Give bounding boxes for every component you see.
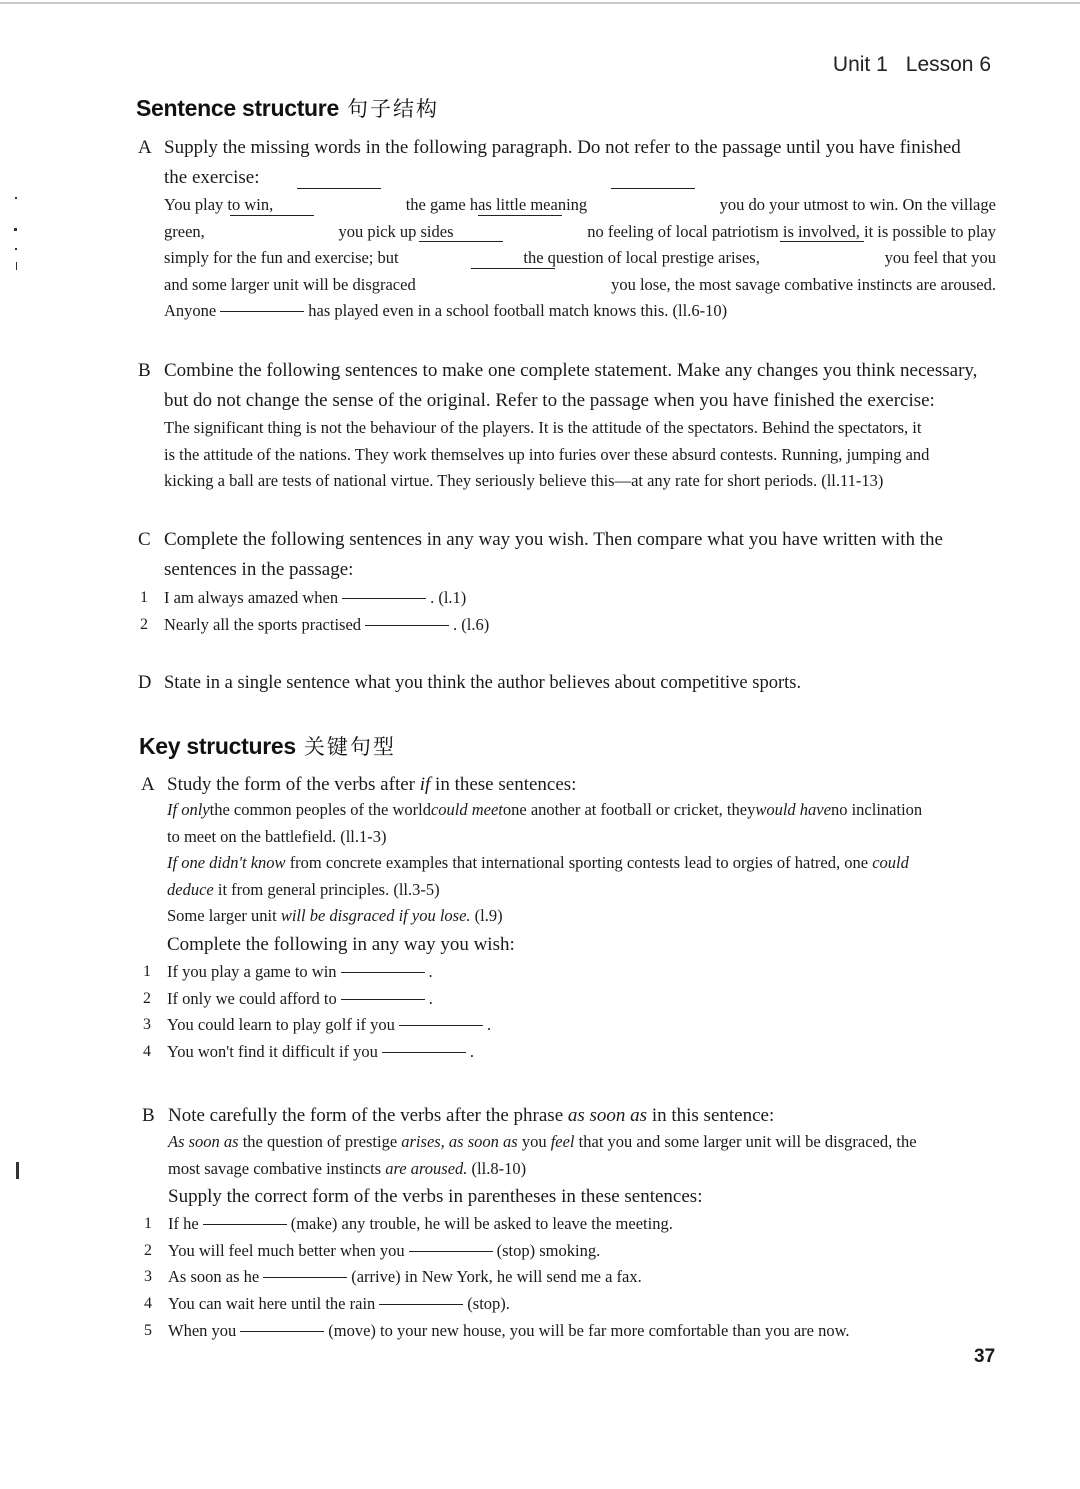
sentence-structure-exercise-d: D State in a single sentence what you think the author believes about competitive sports.	[138, 673, 802, 693]
example-sentence: As soon as the question of prestige arises, as soon as you feel that you and some larger unit will be disgraced, the most savage combative instincts are aroused. (ll.8-10)	[168, 1132, 917, 1178]
key-structures-heading: Key structures 关键句型	[139, 733, 396, 759]
list-item: 3 You could learn to play golf if you .	[143, 1015, 492, 1035]
answer-blank[interactable]	[297, 188, 381, 189]
list-item: 1 I am always amazed when . (l.1)	[140, 588, 467, 607]
lesson-label: Lesson 6	[905, 53, 991, 76]
answer-blank[interactable]	[263, 1277, 347, 1278]
answer-blank[interactable]	[419, 241, 503, 242]
answer-blank[interactable]	[220, 311, 304, 312]
margin-dot	[15, 248, 17, 250]
running-header	[833, 53, 991, 77]
list-item: 2 You will feel much better when you (stop) smoking.	[144, 1240, 601, 1260]
margin-bar	[16, 1162, 19, 1179]
margin-dot	[14, 228, 17, 231]
answer-blank[interactable]	[342, 598, 426, 599]
list-item: 5 When you (move) to your new house, you will be far more comfortable than you are now.	[144, 1320, 850, 1340]
unit-label: Unit 1	[832, 53, 888, 76]
answer-blank[interactable]	[341, 999, 425, 1000]
list-item: 2 If only we could afford to .	[143, 988, 433, 1008]
list-item: 1 If he (make) any trouble, he will be asked to leave the meeting.	[144, 1214, 673, 1234]
answer-blank[interactable]	[230, 215, 314, 216]
answer-blank[interactable]	[409, 1251, 493, 1252]
answer-blank[interactable]	[780, 241, 864, 242]
answer-blank[interactable]	[240, 1331, 324, 1332]
margin-dot	[15, 197, 17, 199]
page-number: 37	[974, 1346, 996, 1367]
margin-tick	[16, 262, 17, 270]
sentence-structure-heading: Sentence structure 句子结构	[136, 95, 439, 121]
list-item: 1 If you play a game to win .	[143, 961, 433, 981]
answer-blank[interactable]	[203, 1224, 287, 1225]
answer-blank[interactable]	[382, 1052, 466, 1053]
sentence-structure-exercise-c: C Complete the following sentences in any way you wish. Then compare what you have written with the sentences in the passage: 1 I am always amazed when . (l.1) 2 Nearly all the sports practised . (l.6)	[136, 525, 996, 638]
list-item: 4 You won't find it difficult if you .	[143, 1041, 475, 1061]
answer-blank[interactable]	[471, 268, 555, 269]
cloze-paragraph: You play to win, the game has little meaning you do your utmost to win. On the village green, you pick up sides no feeling of local patriotism is involved, it is possible to play simply for the fun and exercise; but the question of local prestige arises, you feel that you and some larger unit will be disgraced you lose, the most savage combative instincts are aroused. Anyone has played even in a school football match knows this. (ll.6-10)	[136, 192, 996, 325]
list-item: 4 You can wait here until the rain (stop).	[144, 1293, 510, 1313]
example-sentences: If onlythe common peoples of the worldcould meetone another at football or cricket, theywould haveno inclination to meet on the battlefield. (ll.1-3) If one didn't know from concrete examples that international sporting contests lead to orgies of hatred, one could deduce it from general principles. (ll.3-5) Some larger unit will be disgraced if you lose. (l.9)	[167, 800, 923, 926]
list-item: 3 As soon as he (arrive) in New York, he will send me a fax.	[144, 1267, 642, 1287]
key-structures-exercise-a: A Study the form of the verbs after if in these sentences: If onlythe common peoples of the worldcould meetone another at football or cricket, theywould haveno inclination to meet on the battlefield. (ll.1-3) If one didn't know from concrete examples that international sporting contests lead to orgies of hatred, one could deduce it from general principles. (ll.3-5) Some larger unit will be disgraced if you lose. (l.9) Complete the following in any way you wish: 1 If you play a game to win . 2 If only we could afford to . 3 You could learn to play golf if you . 4 You won't find it difficult if you .	[139, 770, 997, 1065]
answer-blank[interactable]	[341, 972, 425, 973]
answer-blank[interactable]	[478, 215, 562, 216]
top-border	[0, 2, 1080, 4]
list-item: 2 Nearly all the sports practised . (l.6)	[140, 614, 490, 634]
answer-blank[interactable]	[379, 1304, 463, 1305]
answer-blank[interactable]	[399, 1025, 483, 1026]
answer-blank[interactable]	[611, 188, 695, 189]
sentence-structure-exercise-b: B Combine the following sentences to make one complete statement. Make any changes you think necessary, but do not change the sense of the original. Refer to the passage when you have finished the exercise: The significant thing is not the behaviour of the players. It is the attitude of the spectators. Behind the spectators, it is the attitude of the nations. They work themselves up into furies over these absurd contests. Running, jumping and kicking a ball are tests of national virtue. They seriously believe this—at any rate for short periods. (ll.11-13)	[138, 360, 978, 491]
answer-blank[interactable]	[365, 625, 449, 626]
sentence-structure-exercise-a: A Supply the missing words in the following paragraph. Do not refer to the passage until you have finished the exercise: You play to win, the game has little meaning you do your utmost to win. On the village green, you pick up sides no feeling of local patriotism is involved, it is possible to play simply for the fun and exercise; but the question of local prestige arises, you feel that you and some larger unit will be disgraced you lose, the most savage combative instincts are aroused. Anyone has played even in a school football match knows this. (ll.6-10)	[136, 133, 996, 325]
key-structures-exercise-b: B Note carefully the form of the verbs after the phrase as soon as in this sentence: As soon as the question of prestige arises, as soon as you feel that you and some larger unit will be disgraced, the most savage combative instincts are aroused. (ll.8-10) Supply the correct form of the verbs in parentheses in these sentences: 1 If he (make) any trouble, he will be asked to leave the meeting. 2 You will feel much better when you (stop) smoking. 3 As soon as he (arrive) in New York, he will send me a fax. 4 You can wait here until the rain (stop). 5 When you (move) to your new house, you will be far more comfortable than you are now.	[140, 1101, 998, 1344]
